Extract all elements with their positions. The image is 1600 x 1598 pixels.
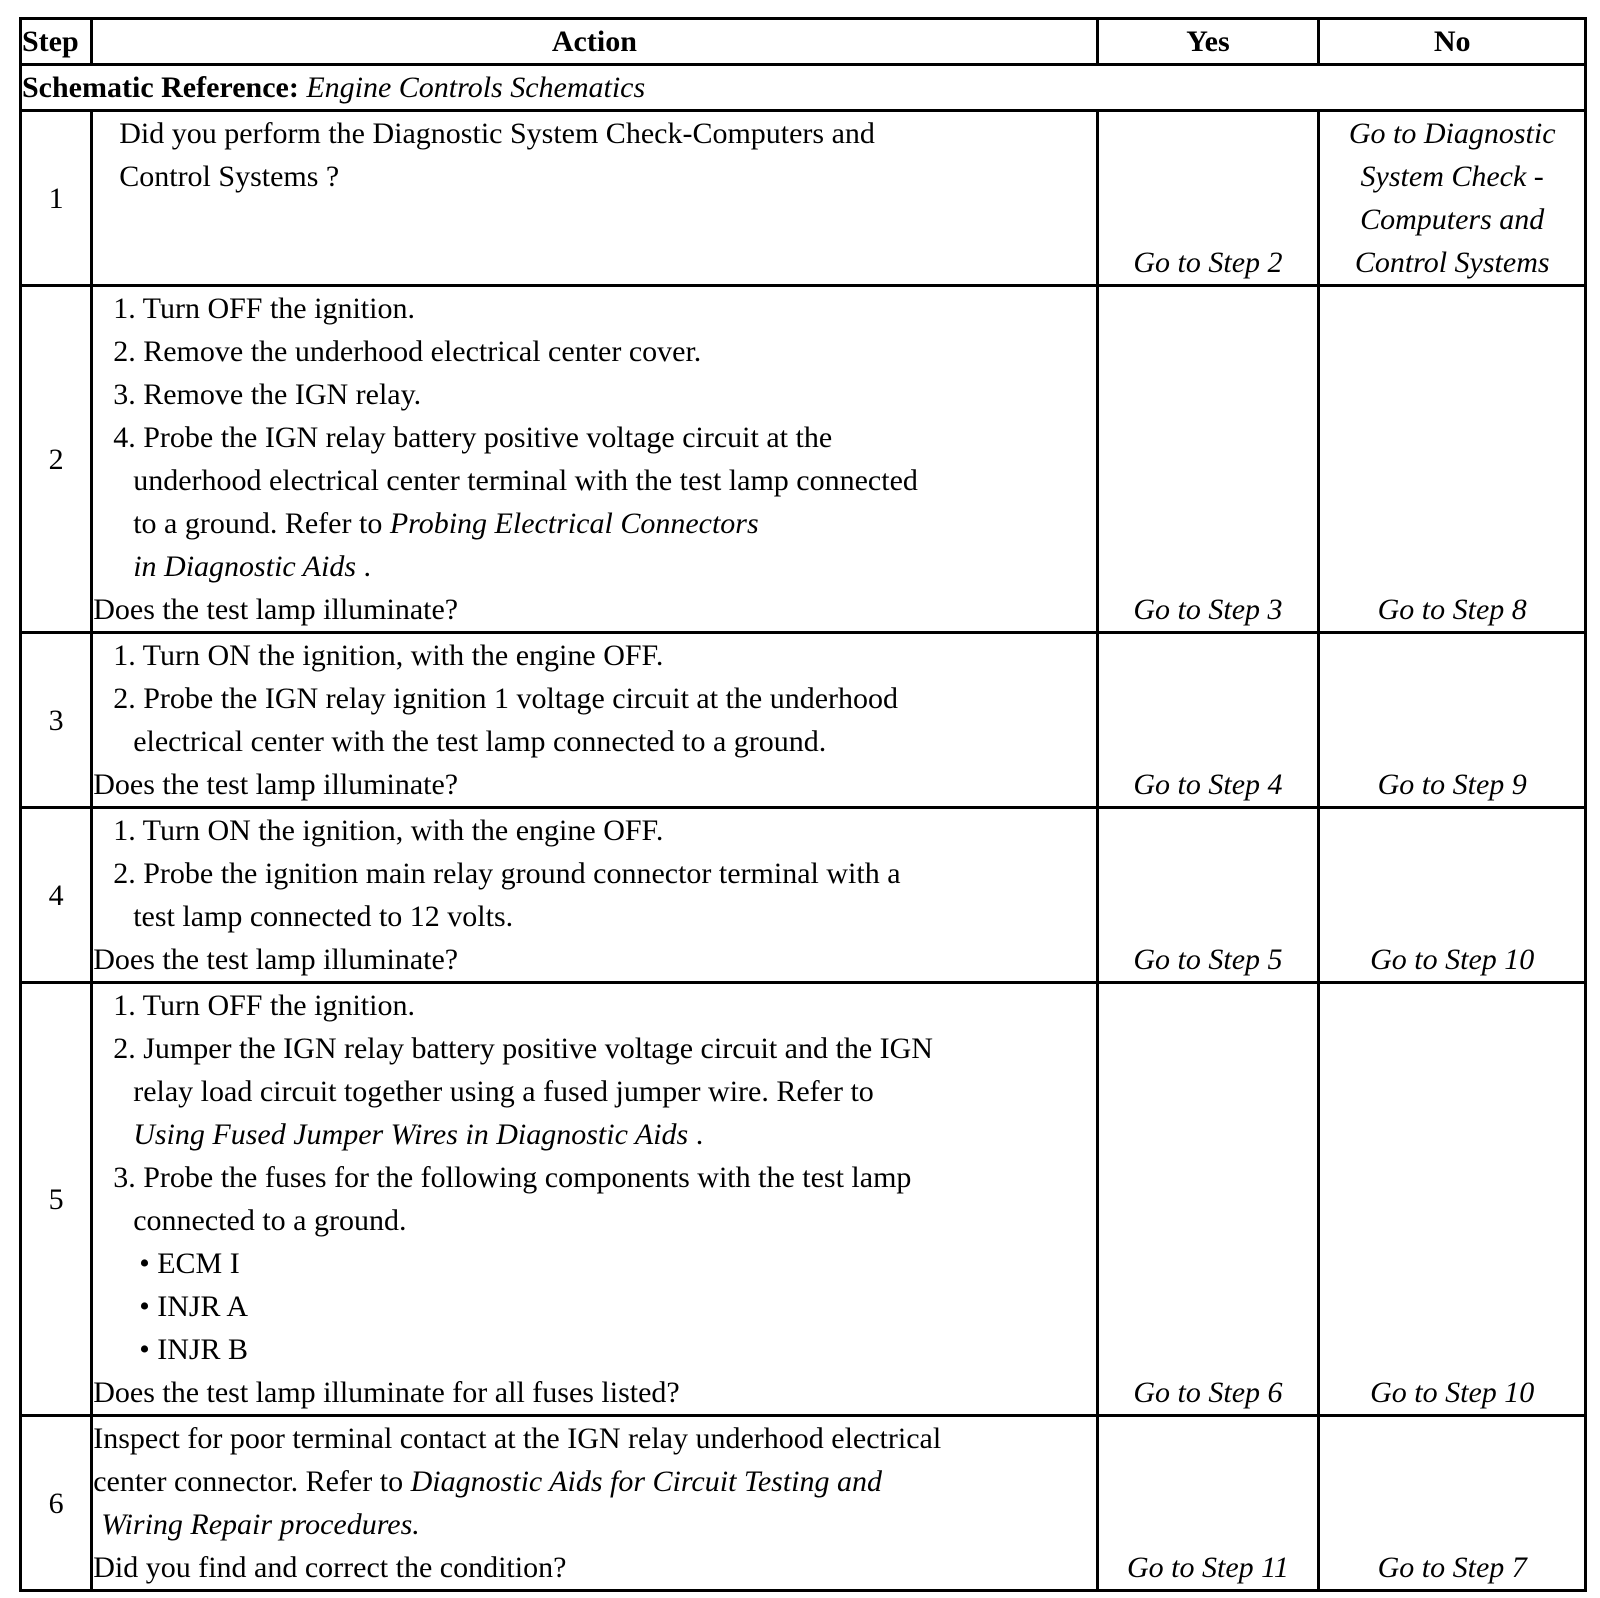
- no-goto-link[interactable]: Go to Step 10: [1370, 943, 1535, 976]
- action-line: [93, 1460, 1095, 1503]
- header-step: Step: [21, 19, 92, 65]
- no-cell: [1319, 286, 1586, 633]
- action-question: Does the test lamp illuminate for all fuses listed?: [93, 1376, 680, 1409]
- diagnostic-table: [19, 17, 1587, 1592]
- action-question: Does the test lamp illuminate?: [93, 593, 459, 626]
- no-goto-link[interactable]: Go to Step 10: [1370, 1376, 1535, 1409]
- header-yes: Yes: [1097, 19, 1319, 65]
- yes-cell: [1097, 808, 1319, 983]
- action-cell: [92, 111, 1097, 286]
- action-item-continued: [93, 502, 1095, 545]
- table-row: [21, 1416, 1586, 1591]
- schematic-reference-label: Schematic Reference:: [22, 71, 299, 104]
- action-question: Does the test lamp illuminate?: [93, 943, 459, 976]
- reference-link[interactable]: Wiring Repair procedures.: [101, 1508, 420, 1541]
- action-item: 2. Remove the underhood electrical center cover.: [113, 335, 702, 368]
- reference-link[interactable]: Using Fused Jumper Wires in Diagnostic Aids: [133, 1118, 689, 1151]
- no-goto-link[interactable]: Go to Step 7: [1377, 1551, 1527, 1584]
- yes-goto-link[interactable]: Go to Step 2: [1133, 246, 1283, 279]
- yes-cell: [1097, 633, 1319, 808]
- action-item: 1. Turn OFF the ignition.: [113, 989, 415, 1022]
- table-row: [21, 633, 1586, 808]
- action-line: Inspect for poor terminal contact at the IGN relay underhood electrical: [93, 1422, 942, 1455]
- action-item-continued: [93, 1113, 1095, 1156]
- no-cell: [1319, 111, 1586, 286]
- fuse-bullet: • INJR B: [139, 1333, 249, 1366]
- reference-link[interactable]: Probing Electrical Connectors: [389, 507, 759, 540]
- yes-goto-link[interactable]: Go to Step 11: [1127, 1551, 1289, 1584]
- action-text: center connector. Refer to: [93, 1465, 404, 1498]
- action-item: 2. Probe the ignition main relay ground connector terminal with a: [113, 857, 901, 890]
- step-number: 2: [21, 286, 92, 633]
- no-goto-line[interactable]: Control Systems: [1354, 246, 1550, 279]
- action-line: Did you perform the Diagnostic System Check-Computers and: [119, 117, 875, 150]
- reference-link[interactable]: Diagnostic Aids for Circuit Testing and: [410, 1465, 883, 1498]
- action-item: 3. Remove the IGN relay.: [113, 378, 422, 411]
- action-cell: [92, 286, 1097, 633]
- action-item: 1. Turn ON the ignition, with the engine OFF.: [113, 639, 664, 672]
- no-goto-link[interactable]: Go to Step 8: [1377, 593, 1527, 626]
- fuse-bullet: • INJR A: [139, 1290, 249, 1323]
- action-item-continued: relay load circuit together using a fused jumper wire. Refer to: [133, 1075, 874, 1108]
- action-cell: [92, 633, 1097, 808]
- yes-cell: [1097, 111, 1319, 286]
- action-item: 1. Turn OFF the ignition.: [113, 292, 415, 325]
- step-number: 6: [21, 1416, 92, 1591]
- action-item-continued: [93, 545, 1095, 588]
- step-number: 3: [21, 633, 92, 808]
- yes-cell: [1097, 286, 1319, 633]
- table-row: [21, 983, 1586, 1416]
- no-cell: [1319, 808, 1586, 983]
- action-item-continued: connected to a ground.: [133, 1204, 407, 1237]
- schematic-reference-link[interactable]: Engine Controls Schematics: [306, 71, 646, 104]
- schematic-reference: [21, 65, 1586, 111]
- action-cell: [92, 983, 1097, 1416]
- table-row: [21, 111, 1586, 286]
- no-goto-line[interactable]: Go to Diagnostic: [1348, 117, 1556, 150]
- no-cell: [1319, 633, 1586, 808]
- action-item-continued: test lamp connected to 12 volts.: [133, 900, 514, 933]
- action-question: Did you find and correct the condition?: [93, 1551, 567, 1584]
- action-cell: [92, 1416, 1097, 1591]
- action-cell: [92, 808, 1097, 983]
- action-line: Control Systems ?: [119, 160, 340, 193]
- action-item: 1. Turn ON the ignition, with the engine OFF.: [113, 814, 664, 847]
- action-item: 4. Probe the IGN relay battery positive voltage circuit at the: [113, 421, 833, 454]
- no-goto-line[interactable]: Computers and: [1360, 203, 1545, 236]
- yes-cell: [1097, 1416, 1319, 1591]
- step-number: 4: [21, 808, 92, 983]
- action-text: .: [695, 1118, 704, 1151]
- step-number: 5: [21, 983, 92, 1416]
- yes-goto-link[interactable]: Go to Step 6: [1133, 1376, 1283, 1409]
- table-row: [21, 808, 1586, 983]
- action-question: Does the test lamp illuminate?: [93, 768, 459, 801]
- action-item: 3. Probe the fuses for the following components with the test lamp: [113, 1161, 912, 1194]
- action-item-continued: underhood electrical center terminal with the test lamp connected: [133, 464, 918, 497]
- action-item: 2. Jumper the IGN relay battery positive voltage circuit and the IGN: [113, 1032, 933, 1065]
- yes-cell: [1097, 983, 1319, 1416]
- action-item: 2. Probe the IGN relay ignition 1 voltage circuit at the underhood: [113, 682, 899, 715]
- header-no: No: [1319, 19, 1586, 65]
- no-goto-line[interactable]: System Check -: [1360, 160, 1544, 193]
- no-cell: [1319, 983, 1586, 1416]
- yes-goto-link[interactable]: Go to Step 5: [1133, 943, 1283, 976]
- fuse-bullet: • ECM I: [139, 1247, 240, 1280]
- action-text: to a ground. Refer to: [133, 507, 383, 540]
- yes-goto-link[interactable]: Go to Step 4: [1133, 768, 1283, 801]
- no-goto-link[interactable]: Go to Step 9: [1377, 768, 1527, 801]
- action-item-continued: electrical center with the test lamp connected to a ground.: [133, 725, 827, 758]
- header-row: [21, 19, 1586, 65]
- header-action: Action: [92, 19, 1097, 65]
- action-text: .: [363, 550, 372, 583]
- step-number: 1: [21, 111, 92, 286]
- yes-goto-link[interactable]: Go to Step 3: [1133, 593, 1283, 626]
- reference-link[interactable]: in Diagnostic Aids: [133, 550, 357, 583]
- schematic-reference-row: [21, 65, 1586, 111]
- no-cell: [1319, 1416, 1586, 1591]
- table-row: [21, 286, 1586, 633]
